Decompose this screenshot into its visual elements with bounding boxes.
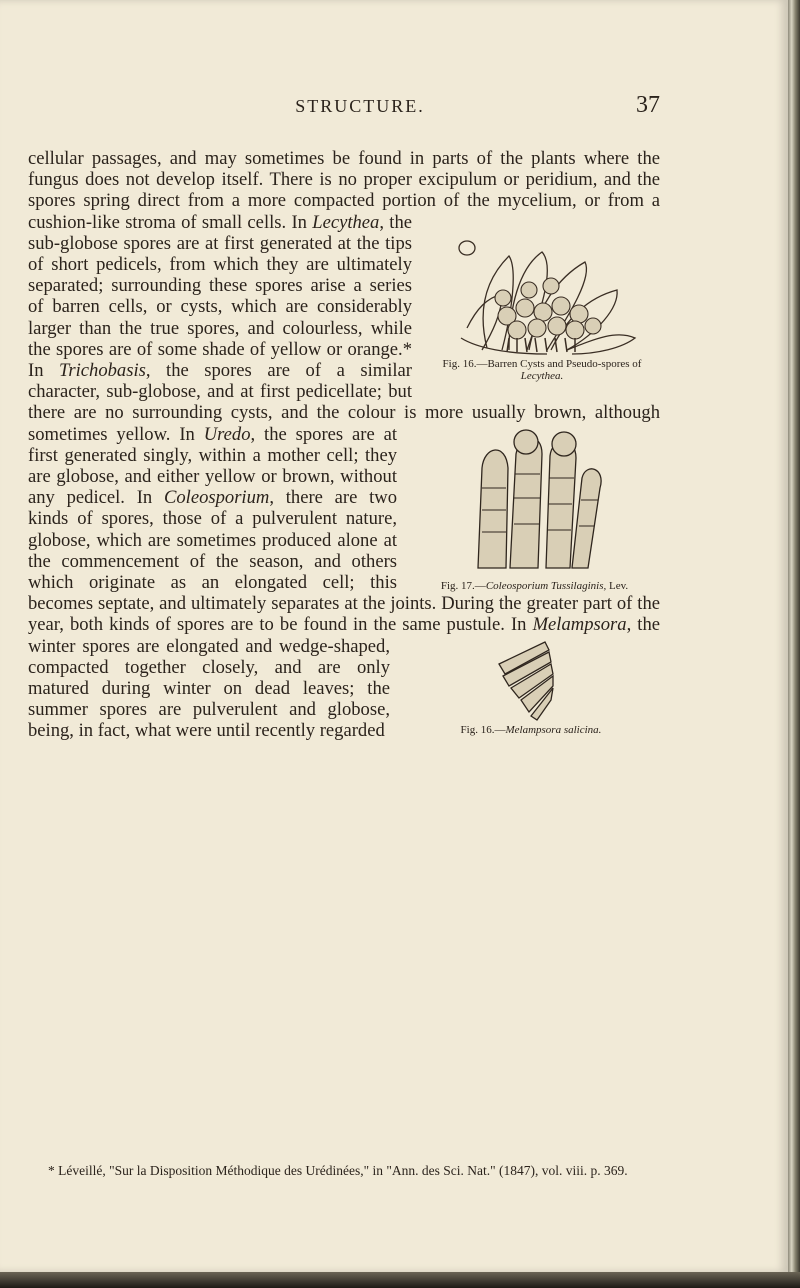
melampsora-illustration	[491, 640, 571, 722]
genus-name: Coleosporium	[163, 487, 270, 509]
figure-16-lecythea	[422, 238, 662, 382]
figure-caption: Fig. 17.—Coleosporium Tussilaginis, Lev.	[440, 579, 629, 592]
page-header	[60, 92, 660, 122]
genus-name: Uredo	[203, 423, 251, 445]
figure-17-coleosporium	[407, 428, 662, 592]
page-edge	[788, 0, 800, 1288]
running-head: STRUCTURE.	[295, 96, 425, 116]
genus-name: Trichobasis	[59, 360, 146, 382]
page-number: 37	[636, 92, 660, 118]
lecythea-cysts-illustration	[447, 238, 637, 356]
coleosporium-illustration	[460, 428, 610, 578]
page-edge-bottom	[0, 1272, 800, 1288]
figure-16-melampsora	[400, 640, 662, 736]
footnote: * Léveillé, "Sur la Disposition Méthodique des Urédinées," in "Ann. des Sci. Nat." (1847), vol. viii. p. 369.	[48, 1163, 628, 1178]
figure-caption: Fig. 16.—Melampsora salicina.	[460, 723, 602, 736]
paragraph: cellular passages, and may sometimes be found in parts of the plants where the fungus does not develop itself. There is no proper excipulum or peridium, and the spores spring direct from a more compacted portion of the mycelium, or from a cushion-like stroma of small cells. In Fig. 16.—Barren Cysts and Pseudo-spores of Lecythea. Lecythea, the sub-globose spores are at first generated at the tips of short pedicels, from which they are ultimately separated; surrounding these spores arise a series of barren cells, or cysts, which are considerably larger than the true spores, and colourless, while the spores are of some shade of yellow or orange.* In Trichobasis, the spores are of a similar character, sub-globose, and at first pedicellate; but there are no surrounding cysts, and the colour is more usually brown, although sometimes yellow. In Fig. 17.—Coleosporium Tussilaginis, Lev. Uredo, the spores are at first generated singly, within a mother cell; they are globose, and either yellow or brown, without any pedicel. In Coleosporium, there are two kinds of spores, those of a pulverulent nature, globose, which are sometimes produced alone at the commencement of the season, and others which originate as an elongated cell; this becomes septate, and ultimately separates at the joints. During the greater part of the year, both kinds of spores are to be found in the same pustule. In Fig. 16.—Melampsora salicina. Melampsora, the winter spores are elongated and wedge-shaped, compacted together closely, and are only matured during winter on dead leaves; the summer spores are pulverulent and globose, being, in fact, what were until recently regarded	[28, 148, 660, 742]
body-text	[28, 148, 660, 742]
figure-caption: Fig. 16.—Barren Cysts and Pseudo-spores of Lecythea.	[442, 357, 642, 382]
genus-name: Lecythea	[312, 211, 380, 233]
genus-name: Melampsora	[532, 614, 627, 636]
